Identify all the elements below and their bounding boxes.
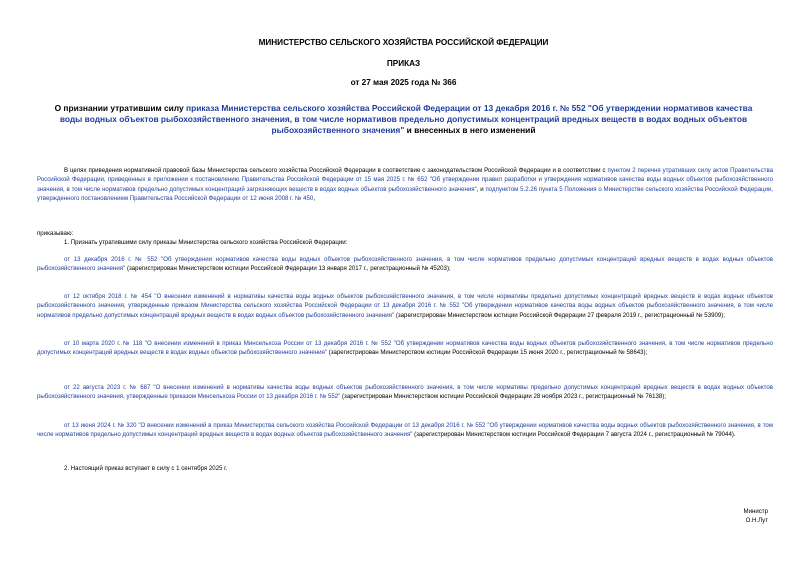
entry-text: (зарегистрирован Министерством юстиции Российской Федерации 28 ноября 2023 г., регистрационный № 76138);: [340, 393, 667, 401]
preamble-link-1[interactable]: пунктом 2 перечня утративших силу актов Правительства Российской Федерации, приведенных в приложении к постановлению Правительства Российской Федерации от 15 мая 2025 г. № 652 "Об утверждении правил разработки и утверждения нормативов качества воды водных объектов рыбохозяйственного значения, в том числе нормативов предельно допустимых концентраций загрязняющих веществ в водах водных объектов рыбохозяйственного значения": [37, 167, 774, 193]
entry-link[interactable]: от 22 августа 2023 г. № 687 "О внесении изменений в нормативы качества воды водных объектов рыбохозяйственного значения, в том числе нормативы предельно допустимых концентраций вредных веществ в водах водных объектов рыбохозяйственного значения, утвержденные приказом Минсельхоза России от 13 декабря 2016 г. № 552": [37, 384, 773, 401]
preamble-text-2: , и: [476, 185, 486, 193]
entry-text: (зарегистрирован Министерством юстиции Российской Федерации 15 июня 2020 г., регистрационный № 58643);: [327, 349, 648, 357]
entry-link[interactable]: от 13 декабря 2016 г. № 552 "Об утверждении нормативов качества воды водных объектов рыбохозяйственного значения, в том числе нормативов предельно допустимых концентраций вредных веществ в водах водных объектов рыбохозяйственного значения": [37, 256, 773, 273]
preamble-paragraph: [37, 166, 773, 203]
preamble-link-2[interactable]: подпунктом 5.2.26 пункта 5 Положения о Министерстве сельского хозяйства Российской Федерации, утвержденного постановлением Правительства Российской Федерации от 12 июня 2008 г. № 450: [37, 185, 774, 202]
preamble-text-1: В целях приведения нормативной правовой базы Министерства сельского хозяйства Российской Федерации в соответствие с законодательством Российской Федерации и в соответствии с: [64, 167, 608, 174]
list-item-entry-1: [37, 255, 773, 274]
title-link[interactable]: приказа Министерства сельского хозяйства Российской Федерации от 13 декабря 2016 г. № 552 "Об утверждении нормативов качества воды водных объектов рыбохозяйственного значения, в том числе нормативов предельно допустимых концентраций вредных веществ в водах водных объектов рыбохозяйственного значения": [59, 103, 753, 135]
entry-text: (зарегистрирован Министерством юстиции Российской Федерации 27 февраля 2019 г., регистрационный № 53909);: [394, 311, 725, 319]
entry-text: (зарегистрирован Министерством юстиции Российской Федерации 13 января 2017 г., регистрационный № 45203);: [125, 265, 451, 273]
list-item-entry-2: [37, 292, 773, 320]
title-prefix: О признании утратившим силу: [54, 103, 184, 113]
item-1: 1. Признать утратившими силу приказы Министерства сельского хозяйства Российской Федерации:: [64, 239, 348, 246]
entry-text: (зарегистрирован Министерством юстиции Российской Федерации 7 августа 2024 г., регистрационный № 79044).: [412, 431, 736, 439]
signature-block: [744, 507, 768, 526]
title-suffix: и внесенных в него изменений: [404, 124, 536, 135]
ministry-name: МИНИСТЕРСТВО СЕЛЬСКОГО ХОЗЯЙСТВА РОССИЙСКОЙ ФЕДЕРАЦИИ: [258, 38, 549, 47]
signature-name: О.Н.Лут: [745, 517, 768, 525]
signature-position: Министр: [743, 508, 768, 515]
date-number: от 27 мая 2025 года № 366: [350, 78, 457, 87]
entry-link[interactable]: от 12 октября 2018 г. № 454 "О внесении изменений в нормативы качества воды водных объектов рыбохозяйственного значения, в том числе нормативы предельно допустимых концентраций вредных веществ в водах водных объектов рыбохозяйственного значения, утвержденные приказом Министерства сельского хозяйства Российской Федерации от 13 декабря 2016 г. № 552 "Об утверждении нормативов качества воды водных объектов рыбохозяйственного значения, в том числе нормативов предельно допустимых концентраций вредных веществ в водах водных объектов рыбохозяйственного значения": [37, 293, 773, 319]
entry-link[interactable]: от 13 июня 2024 г. № 320 "О внесении изменений в приказ Министерства сельского хозяйства Российской Федерации от 13 декабря 2016 г. № 552 "Об утверждении нормативов качества воды водных объектов рыбохозяйственного значения, в том числе нормативов предельно допустимых концентраций вредных веществ в водах водных объектов рыбохозяйственного значения": [37, 422, 773, 439]
item-2: 2. Настоящий приказ вступает в силу с 1 сентября 2025 г.: [64, 465, 228, 472]
list-item-entry-5: [37, 421, 773, 440]
list-item-entry-4: [37, 383, 773, 402]
entry-link[interactable]: от 10 марта 2020 г. № 118 "О внесении изменений в приказ Минсельхоза России от 13 декабря 2016 г. № 552 "Об утверждении нормативов качества воды водных объектов рыбохозяйственного значения, в том числе нормативов предельно допустимых концентраций вредных веществ в водах водных объектов рыбохозяйственного значения": [37, 340, 773, 357]
document-title: [50, 103, 757, 135]
order-word: приказываю:: [37, 230, 74, 237]
document-type: ПРИКАЗ: [386, 59, 421, 68]
preamble-text-3: ,: [313, 194, 316, 202]
list-item-entry-3: [37, 339, 773, 358]
